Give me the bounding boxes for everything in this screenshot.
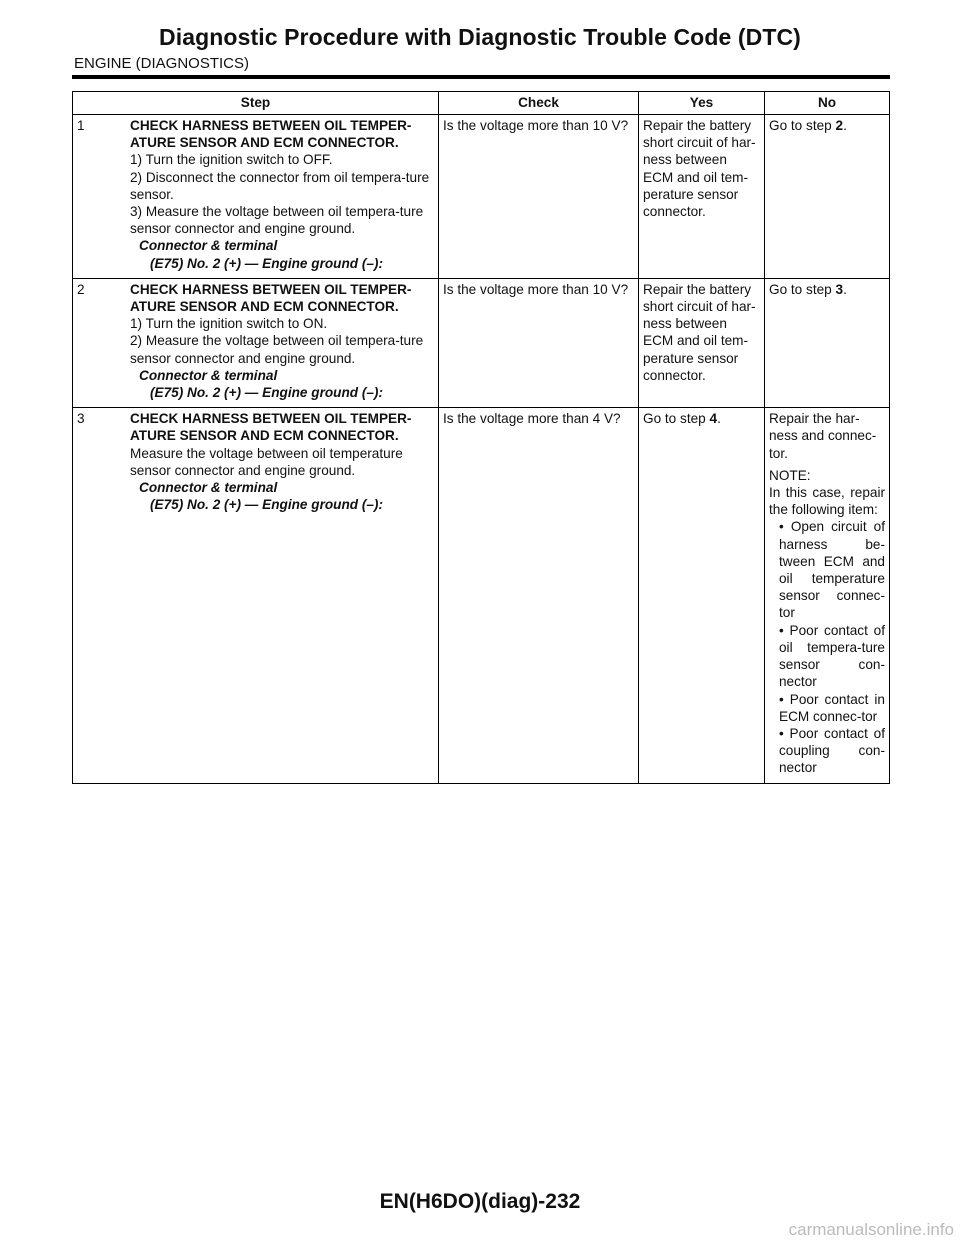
step-cell [73,278,439,407]
step-number: 3 [77,411,85,427]
column-header-no: No [765,92,890,115]
table-row [73,408,890,783]
header-divider [72,75,890,79]
bullet-text: Poor contact of coupling con-nector [779,725,885,776]
page-title: Diagnostic Procedure with Diagnostic Trouble Code (DTC) [159,24,801,50]
connector-label: Connector & terminal [139,367,278,383]
instruction-line: 1) Turn the ignition switch to ON. [130,316,328,332]
check-cell: Is the voltage more than 4 V? [439,408,639,783]
punctuation: . [843,281,847,297]
step-title: CHECK HARNESS BETWEEN OIL TEMPER-ATURE SENSOR AND ECM CONNECTOR. [130,411,412,444]
step-title: CHECK HARNESS BETWEEN OIL TEMPER-ATURE SENSOR AND ECM CONNECTOR. [130,281,412,315]
no-text: Go to step [769,281,832,297]
check-cell: Is the voltage more than 10 V? [439,115,639,279]
bullet-text: Poor contact of oil tempera-ture sensor con-nector [779,622,885,690]
yes-text: Go to step [643,411,706,427]
connector-label: Connector & terminal [139,480,278,496]
connector-label: Connector & terminal [139,238,278,254]
yes-step-link[interactable]: 4 [709,411,718,427]
step-cell [73,115,439,279]
yes-cell: Repair the battery short circuit of har-ness between ECM and oil tem-perature sensor connector. [639,278,765,407]
no-cell [765,408,890,783]
section-label: ENGINE (DIAGNOSTICS) [74,55,250,72]
no-cell [765,115,890,279]
table-header-row [73,92,890,115]
connector-terminal: (E75) No. 2 (+) — Engine ground (–): [150,255,383,271]
bullet-text: Open circuit of harness be-tween ECM and oil temperature sensor connec-tor [779,519,885,621]
yes-cell [639,408,765,783]
check-cell: Is the voltage more than 10 V? [439,278,639,407]
bullet-item: • Poor contact of oil tempera-ture sensor con-nector [779,622,885,690]
instruction-line: 3) Measure the voltage between oil tempera-ture sensor connector and engine ground. [130,204,424,237]
instruction-line: 1) Turn the ignition switch to OFF. [130,152,333,168]
step-cell [73,408,439,783]
diagnostic-table [72,91,890,784]
column-header-yes: Yes [639,92,765,115]
column-header-check: Check [439,92,639,115]
connector-terminal: (E75) No. 2 (+) — Engine ground (–): [150,497,383,513]
note-label: NOTE: [769,467,811,483]
no-text: Go to step [769,118,832,133]
punctuation: . [843,118,847,133]
table-row [73,278,890,407]
bullet-item: • Poor contact of coupling con-nector [779,725,885,776]
connector-terminal: (E75) No. 2 (+) — Engine ground (–): [150,385,383,401]
instruction-line: Measure the voltage between oil temperature sensor connector and engine ground. [130,445,403,478]
no-step-link[interactable]: 3 [835,281,844,297]
note-text: In this case, repair the following item: [769,485,885,518]
no-text: Repair the har-ness and connec-tor. [769,411,877,461]
instruction-line: 2) Measure the voltage between oil tempera-ture sensor connector and engine ground. [130,333,424,366]
punctuation: . [717,411,721,427]
table-row [73,115,890,279]
step-number: 2 [77,281,85,297]
step-title: CHECK HARNESS BETWEEN OIL TEMPER-ATURE SENSOR AND ECM CONNECTOR. [130,118,412,151]
bullet-item: • Poor contact in ECM connec-tor [779,691,885,724]
yes-cell: Repair the battery short circuit of har-ness between ECM and oil tem-perature sensor connector. [639,115,765,279]
bullet-item: • Open circuit of harness be-tween ECM and oil temperature sensor connec-tor [779,519,885,621]
column-header-step: Step [73,92,439,115]
no-step-link[interactable]: 2 [835,118,844,133]
instruction-line: 2) Disconnect the connector from oil tempera-ture sensor. [130,169,430,202]
page-number: EN(H6DO)(diag)-232 [379,1190,581,1213]
no-cell [765,278,890,407]
bullet-text: Poor contact in ECM connec-tor [779,691,885,724]
step-number: 1 [77,118,85,133]
watermark: carmanualsonline.info [788,1220,954,1239]
